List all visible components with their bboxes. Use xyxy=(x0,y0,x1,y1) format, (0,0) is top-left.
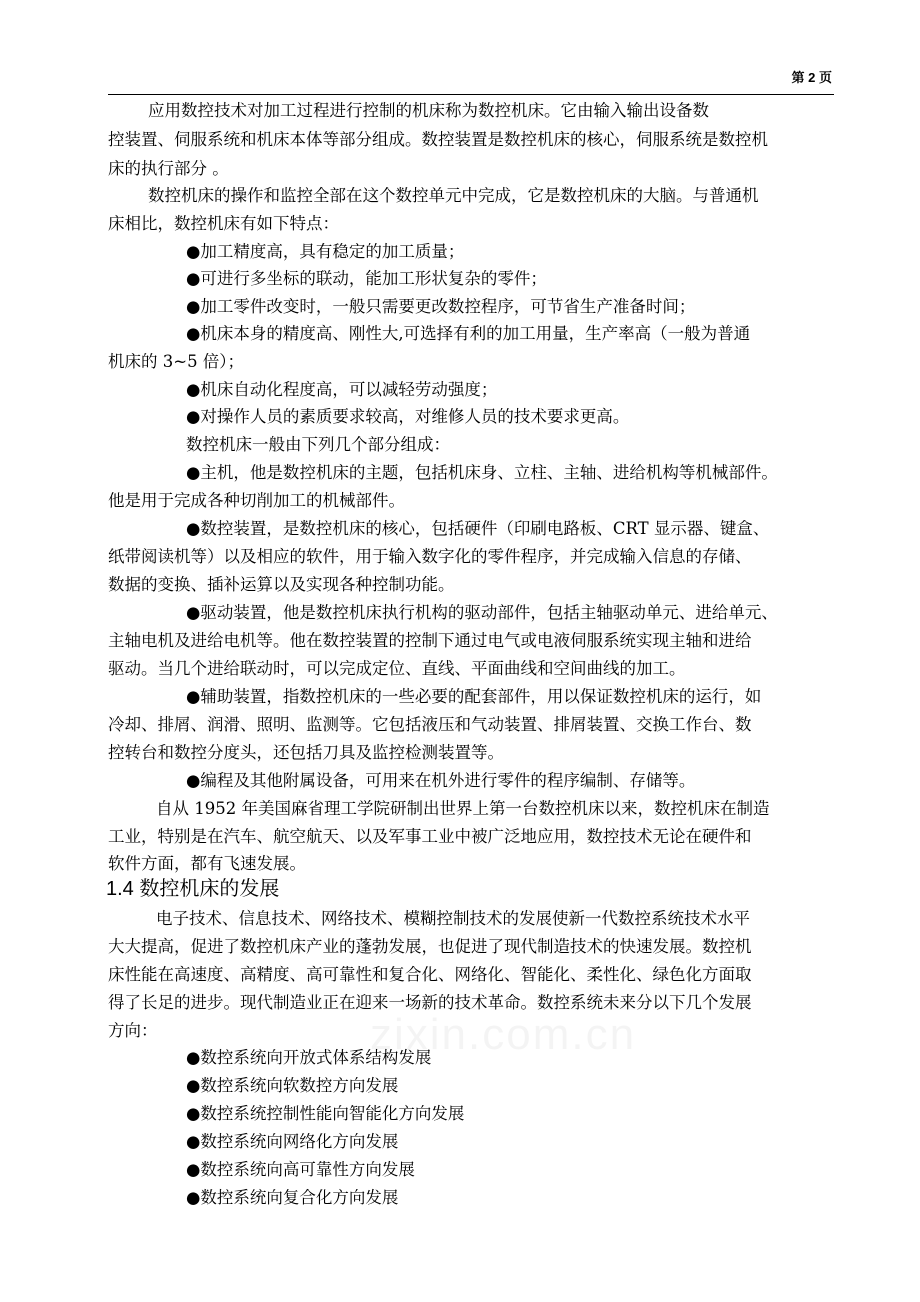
text-line: 电子技术、信息技术、网络技术、模糊控制技术的发展使新一代数控系统技术水平 xyxy=(156,909,750,928)
section-heading: 1.4 数控机床的发展 xyxy=(106,878,280,900)
text-line: 床性能在高速度、高精度、高可靠性和复合化、网络化、智能化、柔性化、绿色化方面取 xyxy=(108,965,752,984)
list-item: ●数控系统向开放式体系结构发展 xyxy=(186,1048,432,1067)
text-line: 驱动。当几个进给联动时，可以完成定位、直线、平面曲线和空间曲线的加工。 xyxy=(108,659,686,678)
header-rule xyxy=(108,94,834,95)
text-line: 纸带阅读机等）以及相应的软件，用于输入数字化的零件程序，并完成输入信息的存储、 xyxy=(108,547,752,566)
list-item: ●可进行多坐标的联动，能加工形状复杂的零件； xyxy=(186,269,547,288)
text-line: 数据的变换、插补运算以及实现各种控制功能。 xyxy=(108,575,455,594)
list-item: ●数控系统向网络化方向发展 xyxy=(186,1132,399,1151)
text-line: 主轴电机及进给电机等。他在数控装置的控制下通过电气或电液伺服系统实现主轴和进给 xyxy=(108,631,752,650)
text-line: 得了长足的进步。现代制造业正在迎来一场新的技术革命。数控系统未来分以下几个发展 xyxy=(108,993,752,1012)
text-line: 床相比，数控机床有如下特点： xyxy=(108,214,339,233)
text-line: 控装置、伺服系统和机床本体等部分组成。数控装置是数控机床的核心，伺服系统是数控机 xyxy=(108,130,768,149)
text-line: 方向： xyxy=(108,1021,158,1040)
text-line: 数控机床一般由下列几个部分组成： xyxy=(186,435,450,454)
list-item: ●数控系统向高可靠性方向发展 xyxy=(186,1160,415,1179)
list-item: ●辅助装置，指数控机床的一些必要的配套部件，用以保证数控机床的运行，如 xyxy=(186,687,762,706)
list-item: ●数控装置，是数控机床的核心，包括硬件（印刷电路板、CRT 显示器、键盒、 xyxy=(186,519,770,538)
list-item: ●机床本身的精度高、刚性大,可选择有利的加工用量，生产率高（一般为普通 xyxy=(186,324,751,343)
text-line: 数控机床的操作和监控全部在这个数控单元中完成，它是数控机床的大脑。与普通机 xyxy=(148,186,759,205)
text-line: 大大提高，促进了数控机床产业的蓬勃发展，也促进了现代制造技术的快速发展。数控机 xyxy=(108,937,752,956)
text-line: 控转台和数控分度头，还包括刀具及监控检测装置等。 xyxy=(108,743,504,762)
text-line: 他是用于完成各种切削加工的机械部件。 xyxy=(108,491,405,510)
text-line: 工业，特别是在汽车、航空航天、以及军事工业中被广泛地应用，数控技术无论在硬件和 xyxy=(108,827,752,846)
list-item: ●编程及其他附属设备，可用来在机外进行零件的程序编制、存储等。 xyxy=(186,771,696,790)
text-line: 应用数控技术对加工过程进行控制的机床称为数控机床。它由输入输出设备数 xyxy=(148,101,709,120)
list-item: ●加工精度高，具有稳定的加工质量； xyxy=(186,242,465,261)
list-item: ●加工零件改变时，一般只需要更改数控程序，可节省生产准备时间； xyxy=(186,297,696,316)
list-item: ●数控系统控制性能向智能化方向发展 xyxy=(186,1104,465,1123)
page-number: 第 2 页 xyxy=(791,70,832,85)
list-item: ●对操作人员的素质要求较高，对维修人员的技术要求更高。 xyxy=(186,407,630,426)
list-item: ●数控系统向复合化方向发展 xyxy=(186,1188,399,1207)
list-item: ●主机，他是数控机床的主题，包括机床身、立柱、主轴、进给机构等机械部件。 xyxy=(186,463,778,482)
list-item: ●机床自动化程度高，可以减轻劳动强度； xyxy=(186,380,498,399)
text-line: 自从 1952 年美国麻省理工学院研制出世界上第一台数控机床以来，数控机床在制造 xyxy=(156,799,770,818)
text-line: 机床的 3~5 倍）； xyxy=(108,352,245,371)
list-item: ●驱动装置，他是数控机床执行机构的驱动部件，包括主轴驱动单元、进给单元、 xyxy=(186,603,778,622)
text-line: 冷却、排屑、润滑、照明、监测等。它包括液压和气动装置、排屑装置、交换工作台、数 xyxy=(108,715,752,734)
list-item: ●数控系统向软数控方向发展 xyxy=(186,1076,399,1095)
text-line: 软件方面，都有飞速发展。 xyxy=(108,854,306,873)
text-line: 床的执行部分 。 xyxy=(108,159,229,178)
